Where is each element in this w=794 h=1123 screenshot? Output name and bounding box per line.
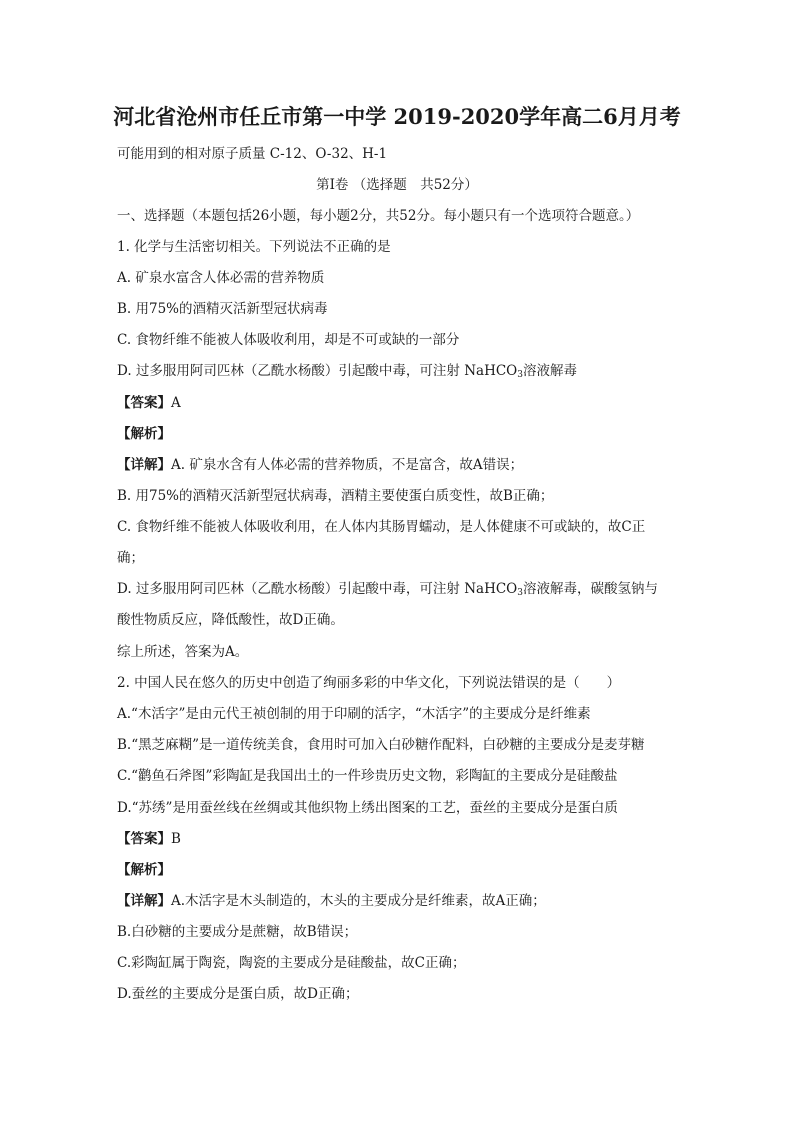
q2-detail-d: D.蚕丝的主要成分是蛋白质，故D正确；: [117, 986, 359, 1002]
q1-answer: 【答案】A: [117, 395, 181, 411]
atomic-mass-note: 可能用到的相对原子质量 C-12、O-32、H-1: [117, 146, 388, 162]
q2-stem: 2. 中国人民在悠久的历史中创造了绚丽多彩的中华文化，下列说法错误的是（ ）: [117, 675, 621, 691]
q2-option-a: A.“木活字”是由元代王祯创制的用于印刷的活字，“木活字”的主要成分是纤维素: [117, 706, 591, 722]
q1-option-a: A. 矿泉水富含人体必需的营养物质: [117, 270, 325, 286]
part-intro: 一、选择题（本题包括26小题，每小题2分，共52分。每小题只有一个选项符合题意。）: [117, 208, 640, 224]
q2-detail-c: C.彩陶缸属于陶瓷，陶瓷的主要成分是硅酸盐，故C正确；: [117, 955, 466, 971]
q2-option-d: D.“苏绣”是用蚕丝线在丝绸或其他织物上绣出图案的工艺，蚕丝的主要成分是蛋白质: [117, 800, 618, 816]
q2-detail-a: 【详解】A.木活字是木头制造的，木头的主要成分是纤维素，故A正确；: [117, 893, 546, 909]
q1-summary: 综上所述，答案为A。: [117, 644, 249, 660]
q1-detail-d: D. 过多服用阿司匹林（乙酰水杨酸）引起酸中毒，可注射 NaHCO$_3$溶液解毒，碳酸氢钠与: [117, 581, 658, 598]
q1-detail-c-cont: 确；: [117, 550, 144, 566]
q1-stem: 1. 化学与生活密切相关。下列说法不正确的是: [117, 239, 391, 255]
document-title: 河北省沧州市任丘市第一中学 2019-2020学年高二6月月考: [113, 104, 681, 129]
q1-option-b: B. 用75%的酒精灭活新型冠状病毒: [117, 301, 328, 317]
section-header: 第Ⅰ卷 （选择题 共52分）: [316, 177, 478, 193]
q1-detail-b: B. 用75%的酒精灭活新型冠状病毒，酒精主要使蛋白质变性，故B正确；: [117, 488, 554, 504]
q1-detail-d-cont: 酸性物质反应，降低酸性，故D正确。: [117, 612, 344, 628]
q2-option-c: C.“鹳鱼石斧图”彩陶缸是我国出土的一件珍贵历史文物，彩陶缸的主要成分是硅酸盐: [117, 768, 618, 784]
q2-detail-b: B.白砂糖的主要成分是蔗糖，故B错误；: [117, 924, 358, 940]
q2-answer: 【答案】B: [117, 831, 181, 847]
q1-detail-c: C. 食物纤维不能被人体吸收利用，在人体内其肠胃蠕动，是人体健康不可或缺的，故C正: [117, 519, 646, 535]
q1-option-c: C. 食物纤维不能被人体吸收利用，却是不可或缺的一部分: [117, 332, 460, 348]
q1-detail-a: 【详解】A. 矿泉水含有人体必需的营养物质，不是富含，故A错误；: [117, 457, 524, 473]
q1-analysis-tag: 【解析】: [117, 426, 171, 442]
q2-option-b: B.“黑芝麻糊”是一道传统美食，食用时可加入白砂糖作配料，白砂糖的主要成分是麦芽糖: [117, 737, 645, 753]
q2-analysis-tag: 【解析】: [117, 862, 171, 878]
q1-option-d: D. 过多服用阿司匹林（乙酰水杨酸）引起酸中毒，可注射 NaHCO$_3$溶液解毒: [117, 363, 577, 380]
